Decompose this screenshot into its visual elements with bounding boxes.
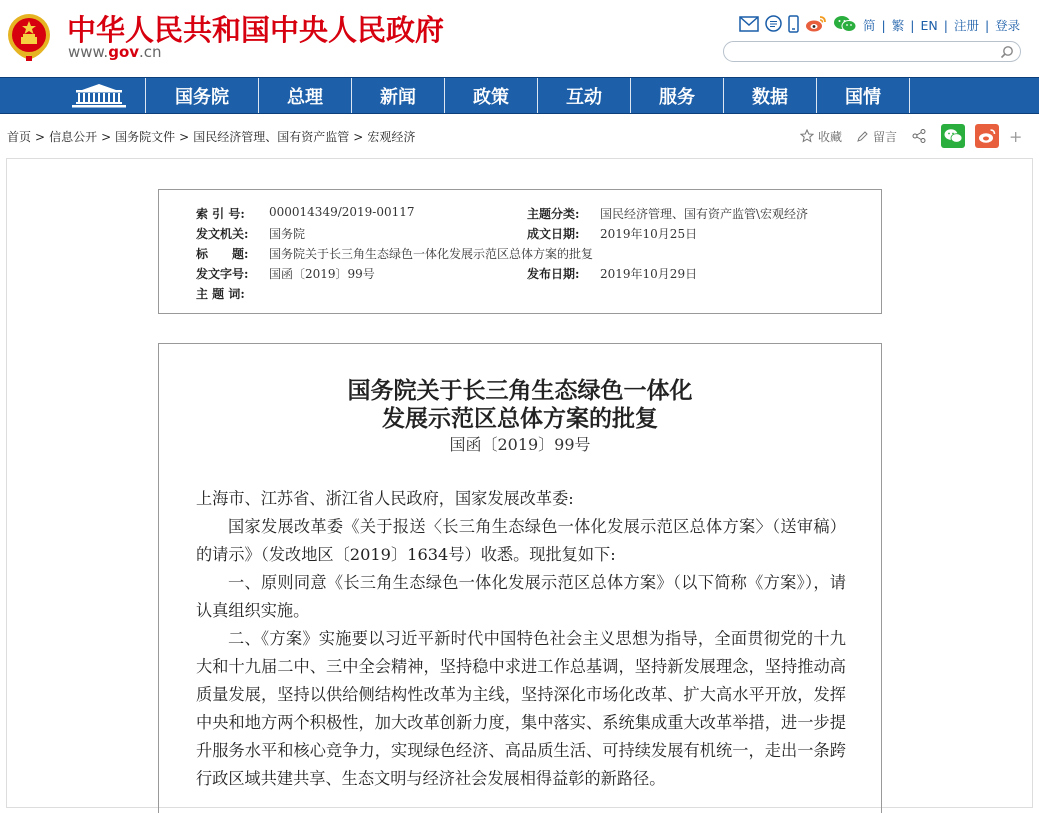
site-url-gov: gov [108, 43, 140, 61]
favorite-button[interactable] [800, 128, 842, 145]
separator: | [910, 17, 915, 33]
more-share-button[interactable]: + [1009, 126, 1023, 146]
written-date-value: 2019年10月25日 [600, 227, 698, 241]
nav-item-premier[interactable]: 总理 [259, 78, 352, 113]
chat-bubble-icon[interactable] [765, 15, 782, 35]
weibo-icon[interactable] [805, 15, 827, 36]
document-metadata-table [158, 189, 882, 314]
doc-number-value: 国函〔2019〕99号 [269, 267, 375, 281]
simplified-chinese-link[interactable]: 简 [863, 18, 876, 33]
breadcrumb-info-disclosure[interactable]: 信息公开 [49, 130, 98, 144]
paragraph-1: 国家发展改革委《关于报送〈长三角生态绿色一体化发展示范区总体方案〉（送审稿）的请示》（发改地区〔2019〕1634号）收悉。现批复如下: [196, 517, 846, 564]
english-link[interactable]: EN [920, 17, 938, 33]
share-wechat-button[interactable] [941, 124, 965, 148]
separator: | [984, 17, 990, 33]
document-body [158, 343, 882, 813]
doc-number-label: 发文字号: [196, 267, 249, 281]
nav-item-news[interactable]: 新闻 [352, 78, 445, 113]
comment-label: 留言 [873, 129, 898, 144]
search-icon[interactable] [1000, 44, 1014, 63]
great-hall-icon [68, 83, 130, 109]
breadcrumb [7, 128, 415, 145]
top-toolbar [739, 15, 1020, 35]
issuer-value: 国务院 [269, 227, 306, 241]
title-label: 标 题: [196, 247, 249, 261]
search-box [723, 41, 1021, 62]
topic-label: 主题分类: [527, 207, 580, 221]
share-icon [911, 128, 927, 144]
paragraph-3: 二、《方案》实施要以习近平新时代中国特色社会主义思想为指导，全面贯彻党的十九大和十九届二中、三中全会精神，坚持稳中求进工作总基调，坚持新发展理念，坚持推动高质量发展，坚持以供给侧结构性改革为主线，坚持深化市场化改革、扩大高水平开放，发挥中央和地方两个积极性，加大改革创新力度，集中落实、系统集成重大改革举措，进一步提升服务水平和核心竞争力，实现绿色经济、高品质生活、可持续发展有机统一，走出一条跨行政区域共建共享、生态文明与经济社会发展相得益彰的新路径。 [196, 629, 846, 788]
traditional-chinese-link[interactable]: 繁 [891, 18, 905, 33]
favorite-label: 收藏 [818, 129, 843, 144]
keywords-label: 主 题 词: [196, 287, 245, 301]
document-number: 国函〔2019〕99号 [449, 435, 591, 454]
publish-date-value: 2019年10月29日 [600, 267, 698, 281]
comment-button[interactable] [856, 128, 897, 145]
register-link[interactable]: 注册 [953, 18, 979, 33]
main-nav [0, 77, 1039, 114]
article-tools [800, 124, 1022, 148]
breadcrumb-council-documents[interactable]: 国务院文件 [115, 130, 176, 144]
publish-date-label: 发布日期: [527, 267, 580, 281]
paragraph-2: 一、原则同意《长三角生态绿色一体化发展示范区总体方案》（以下简称《方案》），请认真组织实施。 [196, 573, 846, 620]
document-title-line2: 发展示范区总体方案的批复 [382, 405, 658, 432]
nav-item-state-council[interactable]: 国务院 [146, 78, 259, 113]
breadcrumb-economy-management[interactable]: 国民经济管理、国有资产监管 [193, 130, 350, 144]
breadcrumb-separator: > [35, 130, 46, 144]
share-button[interactable] [911, 128, 931, 144]
breadcrumb-macro-economy[interactable]: 宏观经济 [367, 130, 416, 144]
share-weibo-button[interactable] [975, 124, 999, 148]
site-url-suffix: .cn [139, 43, 162, 61]
national-emblem-icon[interactable] [6, 12, 52, 62]
breadcrumb-separator: > [353, 130, 364, 144]
breadcrumb-separator: > [179, 130, 190, 144]
nav-item-policy[interactable]: 政策 [445, 78, 538, 113]
star-icon [800, 129, 814, 143]
site-url[interactable] [68, 43, 162, 61]
site-title[interactable]: 中华人民共和国中央人民政府 [67, 13, 445, 47]
document-title-line1: 国务院关于长三角生态绿色一体化 [347, 377, 693, 404]
site-url-prefix: www. [68, 43, 109, 61]
separator: | [881, 17, 886, 33]
separator: | [943, 17, 948, 33]
nav-home[interactable] [52, 78, 146, 113]
nav-item-interaction[interactable]: 互动 [538, 78, 631, 113]
nav-item-national-info[interactable]: 国情 [817, 78, 910, 113]
breadcrumb-home[interactable]: 首页 [7, 130, 32, 144]
index-number-value: 000014349/2019-00117 [269, 205, 415, 219]
nav-item-data[interactable]: 数据 [724, 78, 817, 113]
title-value: 国务院关于长三角生态绿色一体化发展示范区总体方案的批复 [269, 247, 594, 261]
site-header [0, 0, 1039, 77]
wechat-icon [943, 128, 963, 144]
search-input[interactable] [732, 43, 1006, 64]
breadcrumb-separator: > [101, 130, 112, 144]
login-link[interactable]: 登录 [995, 18, 1021, 33]
topic-value: 国民经济管理、国有资产监管\宏观经济 [600, 207, 809, 221]
pencil-icon [856, 130, 869, 143]
mobile-phone-icon[interactable] [788, 15, 799, 36]
wechat-icon[interactable] [833, 15, 857, 36]
index-number-label: 索 引 号: [196, 207, 245, 221]
issuer-label: 发文机关: [196, 227, 249, 241]
weibo-icon [978, 128, 996, 144]
salutation: 上海市、江苏省、浙江省人民政府，国家发展改革委: [196, 489, 574, 508]
mail-icon[interactable] [739, 16, 759, 35]
written-date-label: 成文日期: [527, 227, 580, 241]
nav-item-services[interactable]: 服务 [631, 78, 724, 113]
